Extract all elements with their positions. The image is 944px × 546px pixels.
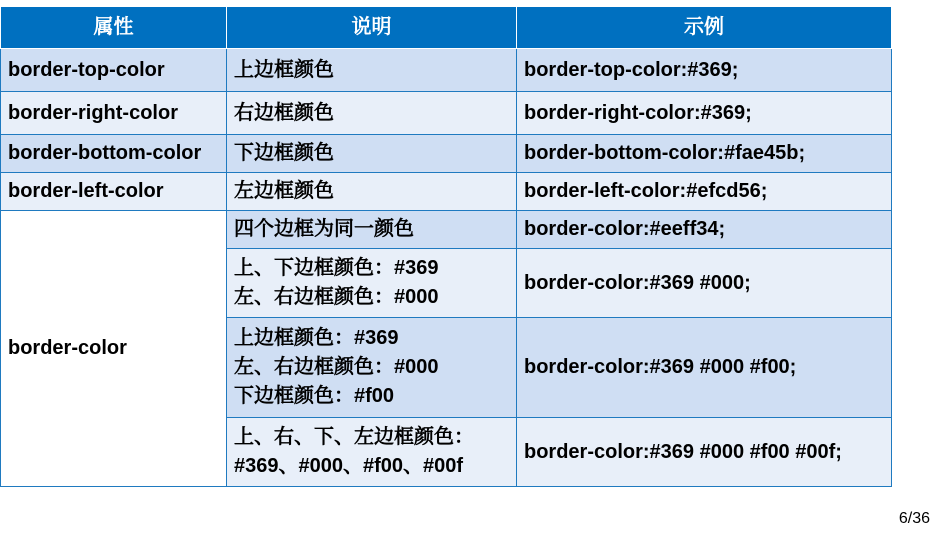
property-example: border-bottom-color:#fae45b; xyxy=(517,135,892,173)
property-name: border-right-color xyxy=(1,92,227,135)
property-example: border-color:#369 #000; xyxy=(517,249,892,318)
table-row xyxy=(1,49,892,92)
property-name: border-left-color xyxy=(1,173,227,211)
property-example: border-color:#369 #000 #f00; xyxy=(517,318,892,418)
header-example: 示例 xyxy=(517,7,892,49)
property-name: border-color xyxy=(1,211,227,487)
property-example: border-left-color:#efcd56; xyxy=(517,173,892,211)
description-line: 上、下边框颜色：#369 xyxy=(234,257,439,279)
property-description: 右边框颜色 xyxy=(227,92,517,135)
table-row xyxy=(1,92,892,135)
table-row xyxy=(1,211,892,249)
description-line: 上边框颜色：#369 xyxy=(234,327,399,349)
header-property: 属性 xyxy=(1,7,227,49)
property-description: 上边框颜色 xyxy=(227,49,517,92)
description-line: 上、右、下、左边框颜色： xyxy=(234,426,474,448)
property-example: border-color:#369 #000 #f00 #00f; xyxy=(517,418,892,487)
description-line: #369、#000、#f00、#00f xyxy=(234,455,464,477)
property-name: border-top-color xyxy=(1,49,227,92)
description-line: 左、右边框颜色：#000 xyxy=(234,356,439,378)
table-row xyxy=(1,173,892,211)
table-row xyxy=(1,135,892,173)
property-description xyxy=(227,418,517,487)
description-line: 左、右边框颜色：#000 xyxy=(234,286,439,308)
property-description: 左边框颜色 xyxy=(227,173,517,211)
property-example: border-right-color:#369; xyxy=(517,92,892,135)
properties-table xyxy=(0,6,892,487)
property-example: border-color:#eeff34; xyxy=(517,211,892,249)
property-description xyxy=(227,318,517,418)
table-header-row xyxy=(1,7,892,49)
page-number: 6/36 xyxy=(898,510,930,527)
header-description: 说明 xyxy=(227,7,517,49)
property-description: 四个边框为同一颜色 xyxy=(227,211,517,249)
property-example: border-top-color:#369; xyxy=(517,49,892,92)
property-description: 下边框颜色 xyxy=(227,135,517,173)
description-line: 下边框颜色：#f00 xyxy=(234,385,395,407)
property-description xyxy=(227,249,517,318)
property-name: border-bottom-color xyxy=(1,135,227,173)
